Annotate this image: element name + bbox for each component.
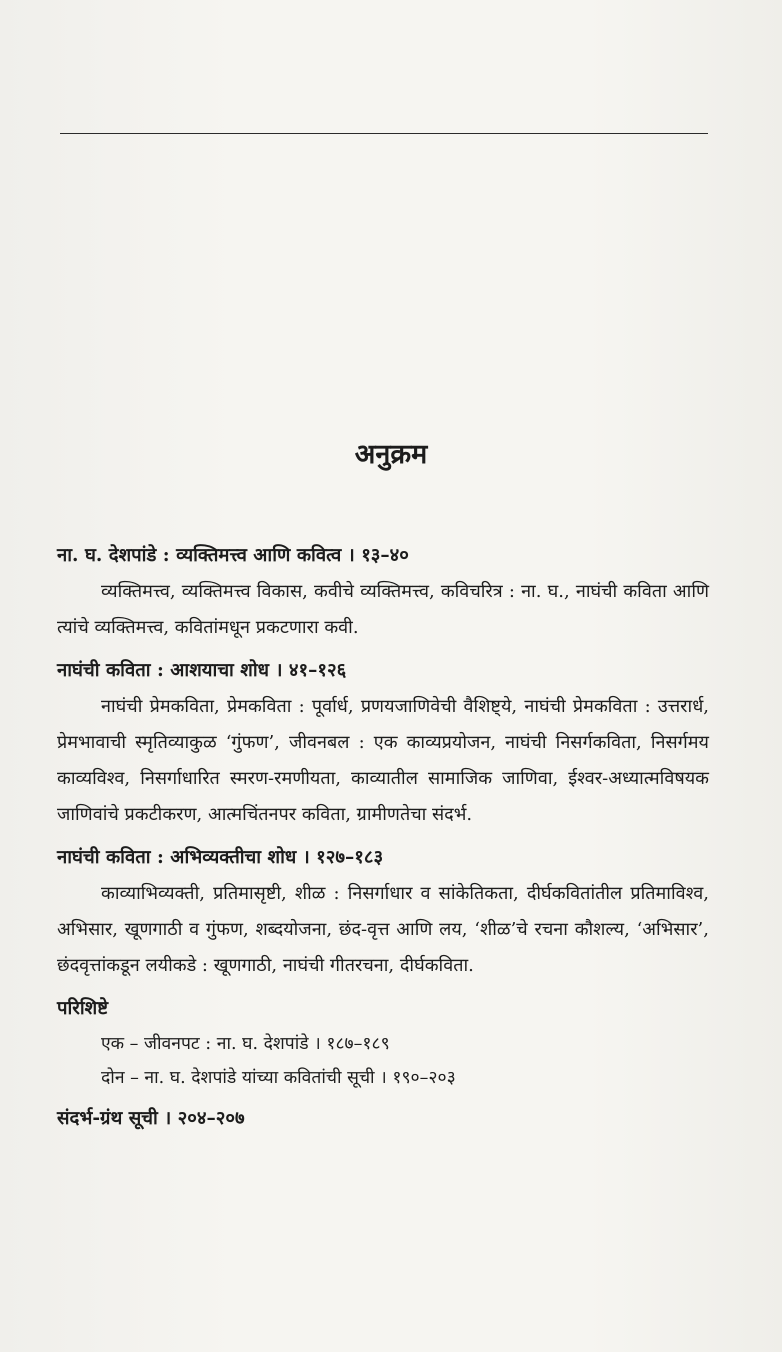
toc-section	[57, 840, 709, 985]
page-title: अनुक्रम	[354, 439, 428, 470]
section-summary: व्यक्तिमत्त्व, व्यक्तिमत्त्व विकास, कवीचे व्यक्तिमत्त्व, कविचरित्र : ना. घ., नाघंची कविता आणि त्यांचे व्यक्तिमत्त्व, कवितांमधून प्रकटणारा कवी.	[57, 581, 709, 639]
appendices-section	[57, 991, 709, 1095]
section-heading: नाघंची कविता : अभिव्यक्तीचा शोध । १२७–१८३	[57, 846, 384, 868]
toc-section	[57, 538, 709, 647]
table-of-contents	[57, 538, 709, 1137]
section-summary: नाघंची प्रेमकविता, प्रेमकविता : पूर्वार्ध, प्रणयजाणिवेची वैशिष्ट्ये, नाघंची प्रेमकविता : उत्तरार्ध, प्रेमभावाची स्मृतिव्याकुळ ‘गुंफण’, जीवनबल : एक काव्यप्रयोजन, नाघंची निसर्गकविता, निसर्गमय काव्यविश्व, निसर्गाधारित स्मरण-रमणीयता, काव्यातील सामाजिक जाणिवा, ईश्वर-अध्यात्मविषयक जाणिवांचे प्रकटीकरण, आत्मचिंतनपर कविता, ग्रामीणतेचा संदर्भ.	[57, 695, 709, 826]
section-heading: ना. घ. देशपांडे : व्यक्तिमत्त्व आणि कवित्व । १३–४०	[57, 545, 409, 566]
appendices-heading: परिशिष्टे	[57, 997, 109, 1019]
appendix-item: एक – जीवनपट : ना. घ. देशपांडे । १८७–१८९	[101, 1033, 390, 1054]
bibliography-heading: संदर्भ-ग्रंथ सूची । २०४–२०७	[57, 1107, 245, 1129]
section-heading: नाघंची कविता : आशयाचा शोध । ४१–१२६	[57, 659, 347, 681]
section-summary: काव्याभिव्यक्ती, प्रतिमासृष्टी, शीळ : निसर्गाधार व सांकेतिकता, दीर्घकवितांतील प्रतिमाविश्व, अभिसार, खूणगाठी व गुंफण, शब्दयोजना, छंद-वृत्त आणि लय, ‘शीळ’चे रचना कौशल्य, ‘अभिसार’, छंदवृत्तांकडून लयीकडे : खूणगाठी, नाघंची गीतरचना, दीर्घकविता.	[57, 882, 709, 977]
appendix-item: दोन – ना. घ. देशपांडे यांच्या कवितांची सूची । १९०–२०३	[101, 1067, 456, 1088]
toc-section	[57, 653, 709, 834]
header-rule	[60, 133, 708, 134]
